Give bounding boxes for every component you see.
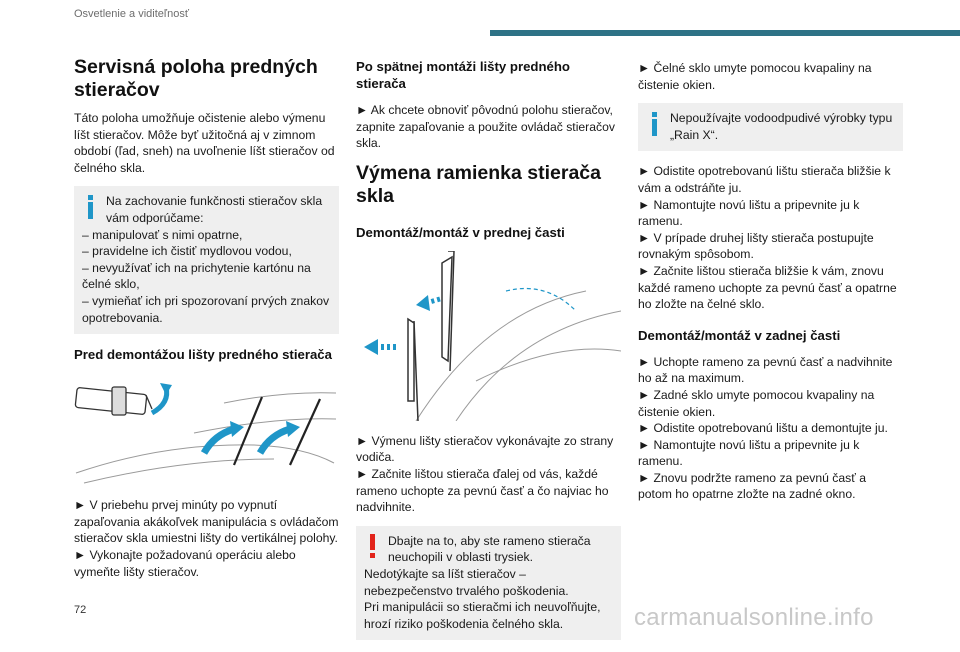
note-first-line: Na zachovanie funkčnosti stieračov skla vám odporúčame: (106, 194, 323, 225)
column-1 (74, 52, 339, 590)
subheading: Po spätnej montáži lišty predného stierača (356, 59, 570, 91)
info-icon (648, 112, 666, 136)
step: ► Znovu podržte rameno za pevnú časť a potom ho opatrne zložte na zadné okno. (638, 470, 867, 502)
info-note (638, 103, 903, 151)
step: ► Vykonajte požadovanú operáciu alebo vymeňte lišty stieračov. (74, 547, 296, 579)
page-number: 72 (74, 604, 87, 616)
watermark: carmanualsonline.info (634, 604, 874, 631)
step: ► Zadné sklo umyte pomocou kvapaliny na čistenie okien. (638, 387, 875, 419)
section-title: Servisná poloha predných stieračov (74, 56, 318, 101)
wiper-stalk-illustration (74, 373, 336, 485)
step: ► Namontujte novú lištu a pripevnite ju k ramenu. (638, 437, 860, 469)
section-title: Výmena ramienka stierača skla (356, 161, 601, 207)
step: ► Začnite lištou stierača bližšie k vám, znovu každé rameno uchopte za pevnú časť a opatrne ho zložte na čelné sklo. (638, 263, 897, 312)
note-item: – pravidelne ich čistiť mydlovou vodou, (82, 244, 292, 259)
info-icon (84, 195, 102, 219)
warning-icon (366, 534, 384, 560)
step: ► V prípade druhej lišty stierača postupujte rovnakým spôsobom. (638, 230, 874, 262)
step: ► Odistite opotrebovanú lištu stierača bližšie k vám a odstráňte ju. (638, 164, 891, 195)
step: ► Ak chcete obnoviť pôvodnú polohu stieračov, zapnite zapaľovanie a použite ovládač stieračov skla. (356, 103, 615, 151)
subheading: Pred demontážou lišty predného stierača (74, 347, 332, 363)
warning-line: Nedotýkajte sa líšt stieračov – nebezpečenstvo trvalého poškodenia. (364, 566, 569, 598)
step: ► V priebehu prvej minúty po vypnutí zapaľovania akákoľvek manipulácia s ovládačom stieračov skla umiestni lišty do vertikálnej polohy. (74, 498, 339, 546)
section-header: Osvetlenie a viditeľnosť (74, 8, 189, 20)
step: ► Začnite lištou stierača ďalej od vás, každé rameno uchopte za pevnú časť a čo najviac ho nadvihnite. (356, 466, 609, 515)
column-2 (356, 52, 621, 652)
warning-first-line: Dbajte na to, aby ste rameno stierača neuchopili v oblasti trysiek. (388, 533, 591, 565)
column-3 (638, 60, 903, 513)
step: ► Uchopte rameno za pevnú časť a nadvihnite ho až na maximum. (638, 354, 893, 386)
subheading: Demontáž/montáž v prednej časti (356, 224, 565, 240)
note-item: – vymieňať ich pri spozorovaní prvých znakov opotrebovania. (82, 293, 330, 325)
warning-line: Pri manipulácii so stieračmi ich neuvoľňujte, hrozí riziko poškodenia čelného skla. (364, 600, 601, 631)
note-item: – manipulovať s nimi opatrne, (82, 227, 243, 242)
warning-note (356, 526, 621, 641)
step: ► Namontujte novú lištu a pripevnite ju k ramenu. (638, 197, 860, 229)
wiper-arm-illustration (356, 251, 621, 421)
step: ► Odistite opotrebovanú lištu a demontujte ju. (638, 421, 888, 436)
step: ► Čelné sklo umyte pomocou kvapaliny na čistenie okien. (638, 61, 872, 92)
note-item: – nevyužívať ich na prichytenie kartónu na čelné sklo, (82, 260, 311, 292)
info-note (74, 186, 339, 334)
note-text: Nepoužívajte vodoodpudivé výrobky typu „Rain X“. (670, 111, 893, 142)
subheading: Demontáž/montáž v zadnej časti (638, 327, 841, 343)
intro-paragraph: Táto poloha umožňuje očistenie alebo výmenu líšt stieračov. Môže byť užitočná aj v zimnom období (ľad, sneh) na uvoľnenie líšt stieračov od čelného skla. (74, 111, 335, 175)
header-accent-bar (490, 30, 960, 36)
step: ► Výmenu lišty stieračov vykonávajte zo strany vodiča. (356, 433, 614, 465)
